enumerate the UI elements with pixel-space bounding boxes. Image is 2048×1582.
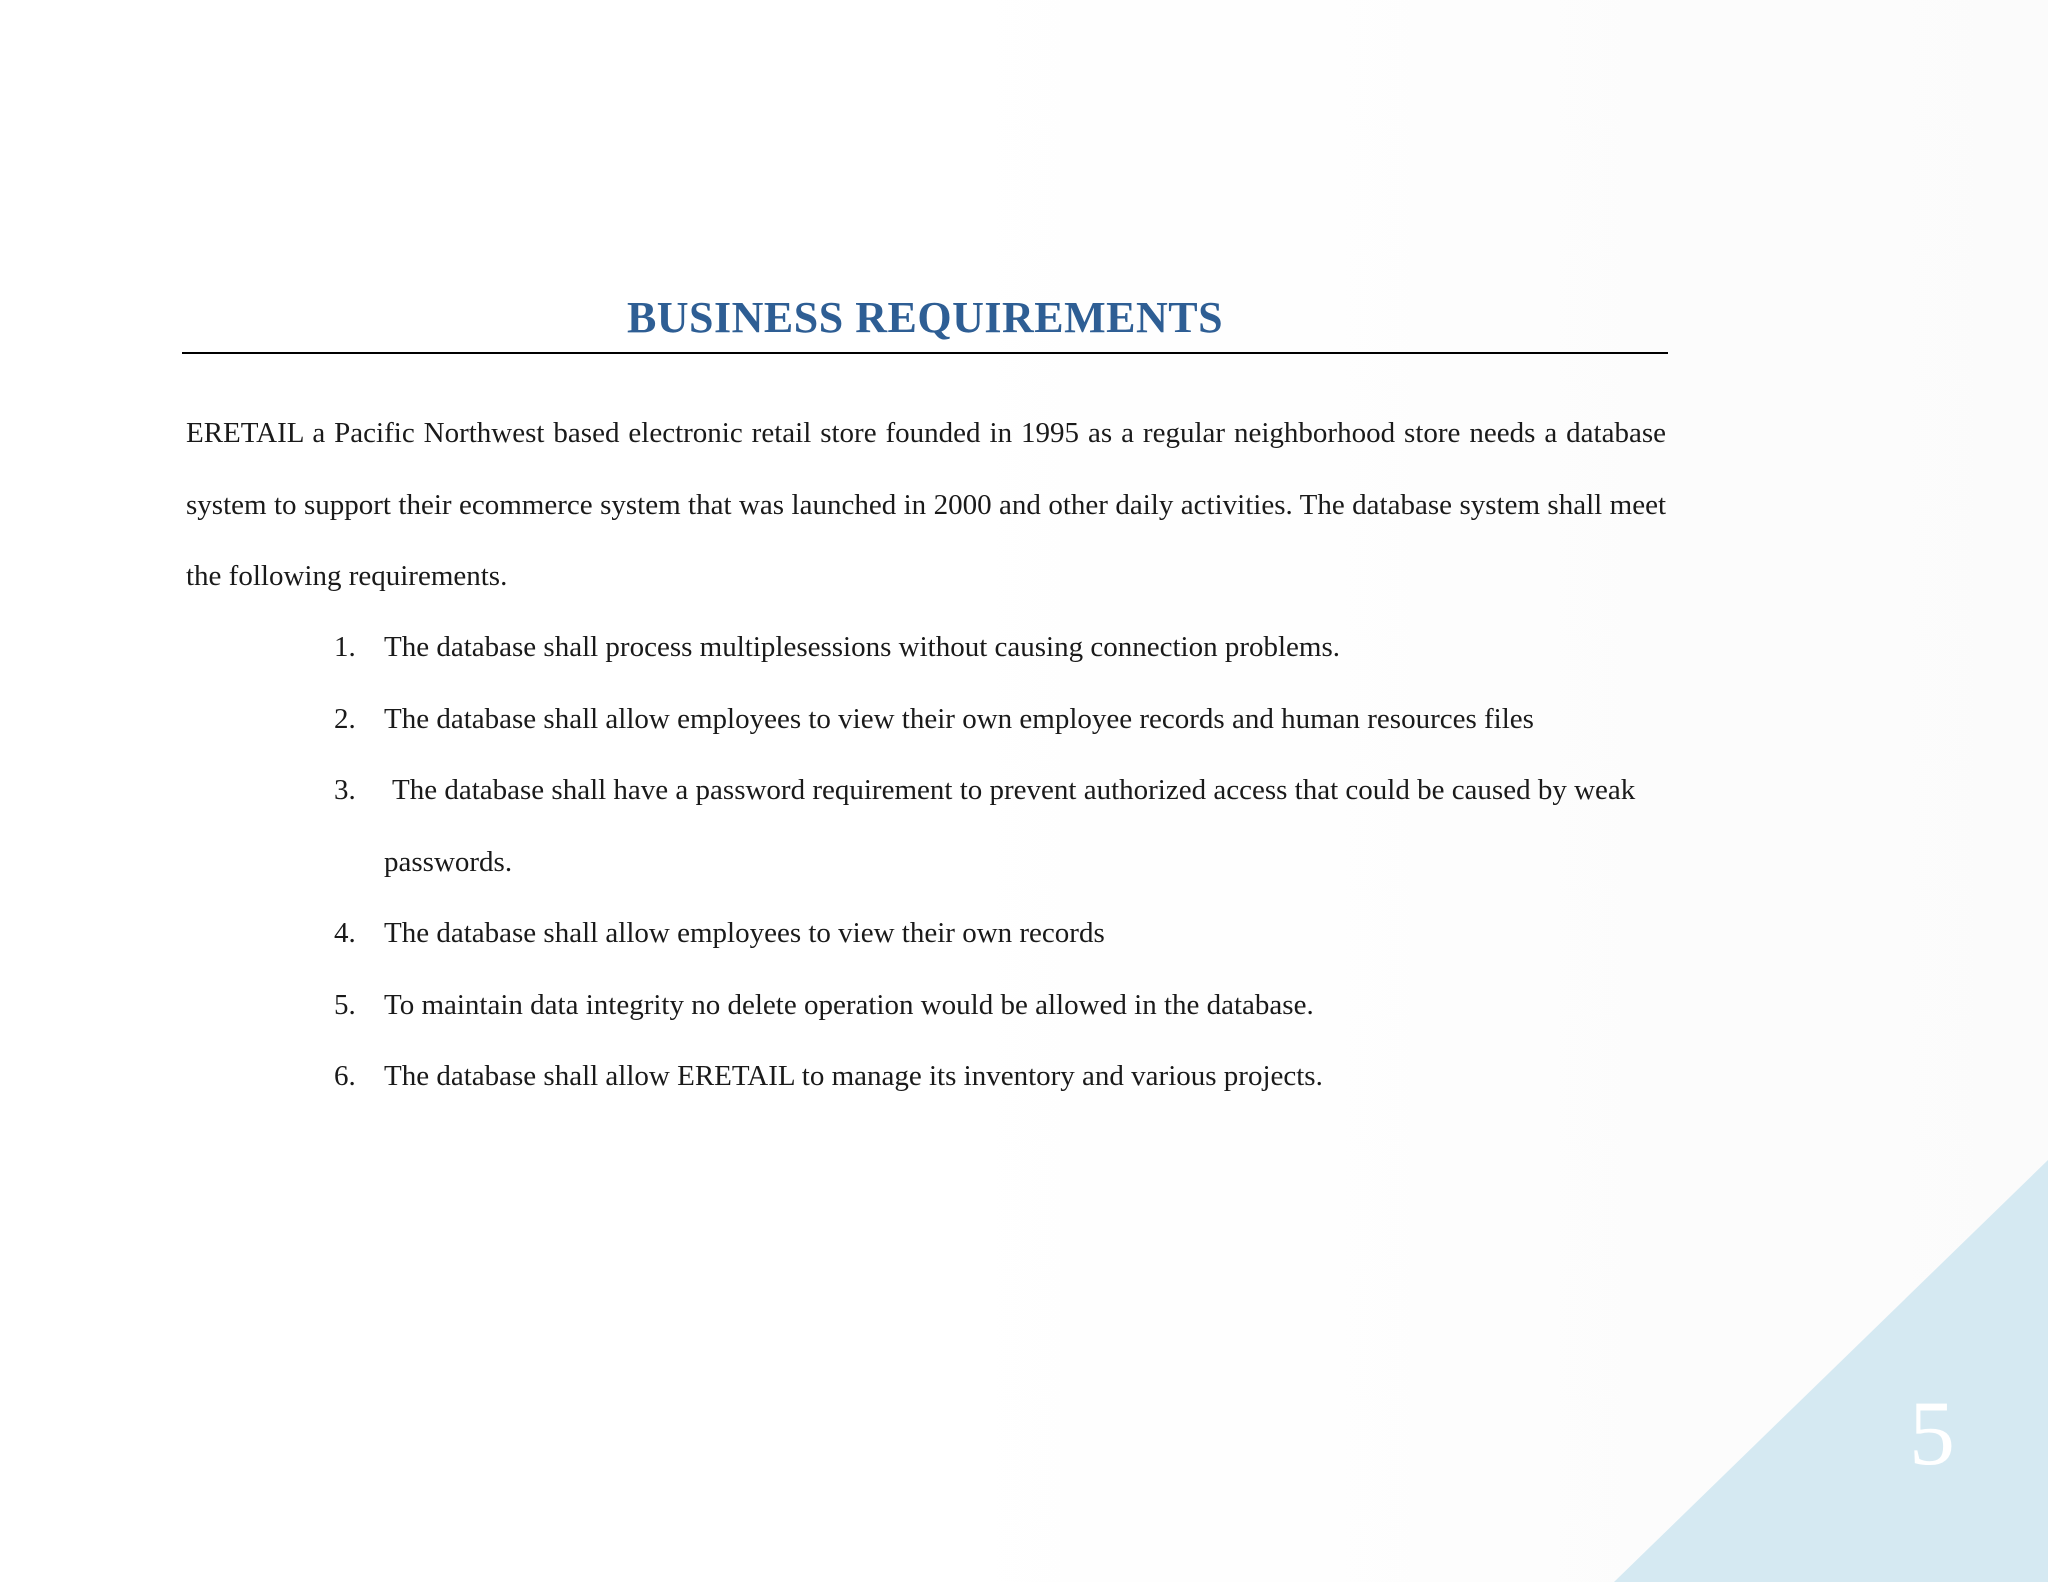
requirements-list	[334, 612, 1674, 1113]
list-item	[334, 898, 1674, 970]
page-title: BUSINESS REQUIREMENTS	[626, 293, 1224, 342]
list-item	[334, 1041, 1674, 1113]
list-item-number: 2.	[334, 702, 356, 735]
title-divider	[182, 352, 1668, 354]
intro-paragraph: ERETAIL a Pacific Northwest based electronic retail store founded in 1995 as a regular neighborhood store needs a database system to support their ecommerce system that was launched in 2000 and other daily activities. The database system shall meet the following requirements.	[186, 417, 1666, 592]
list-item	[334, 755, 1674, 898]
list-item-text: The database shall allow ERETAIL to manage its inventory and various projects.	[384, 1060, 1323, 1092]
list-item-text: The database shall have a password requirement to prevent authorized access that could be caused by weak passwords.	[384, 774, 1636, 878]
list-item	[334, 970, 1674, 1042]
list-item-number: 6.	[334, 1060, 356, 1092]
list-item-number: 3.	[334, 774, 356, 806]
list-item	[334, 684, 1674, 756]
list-item-text: The database shall allow employees to view their own employee records and human resources files	[384, 702, 1534, 735]
list-item-text: The database shall process multiplesessions without causing connection problems.	[384, 631, 1340, 663]
list-item	[334, 612, 1674, 684]
list-item-number: 1.	[334, 631, 356, 663]
list-item-text: The database shall allow employees to view their own records	[384, 917, 1105, 949]
corner-triangle	[1614, 1160, 2048, 1582]
page-number: 5	[1909, 1382, 1955, 1484]
list-item-text: To maintain data integrity no delete operation would be allowed in the database.	[384, 988, 1314, 1021]
list-item-number: 5.	[334, 988, 356, 1021]
list-item-number: 4.	[334, 917, 356, 949]
